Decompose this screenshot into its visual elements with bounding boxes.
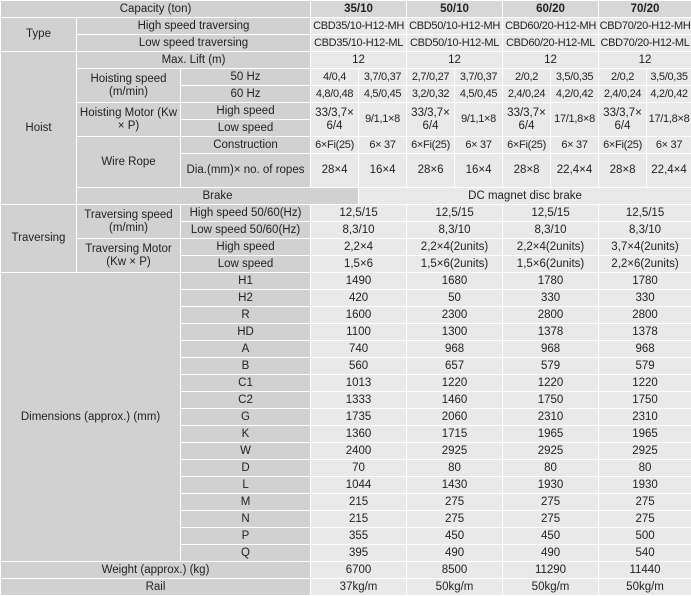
hoist-label: Hoist — [1, 52, 77, 205]
trav-speed-high-value: 12,5/15 — [599, 205, 691, 222]
type-high-value: CBD70/20-H12-MH — [599, 18, 691, 35]
max-lift-value: 12 — [503, 52, 599, 69]
dimension-value: 1430 — [407, 477, 503, 494]
dimension-value: 2310 — [503, 409, 599, 426]
dimension-value: 1490 — [311, 273, 407, 290]
dimension-value: 1715 — [407, 426, 503, 443]
hoisting-speed-label: Hoisting speed (m/min) — [77, 69, 181, 103]
dimension-value: 1360 — [311, 426, 407, 443]
dimension-name: R — [181, 307, 311, 324]
dimension-value: 1965 — [599, 426, 691, 443]
dimension-name: C2 — [181, 392, 311, 409]
dimension-value: 1930 — [503, 477, 599, 494]
dimension-value: 2925 — [599, 443, 691, 460]
dimension-value: 275 — [599, 511, 691, 528]
weight-label: Weight (approx.) (kg) — [1, 562, 311, 579]
trav-motor-low-value: 2,2×6(2units) — [599, 256, 691, 273]
trav-speed-high-value: 12,5/15 — [407, 205, 503, 222]
dimension-value: 275 — [407, 494, 503, 511]
rope-construction-row — [1, 137, 691, 154]
capacity-label: Capacity (ton) — [1, 1, 311, 18]
hoist-motor-high-label: High speed — [181, 103, 311, 120]
dimension-value: 1300 — [407, 324, 503, 341]
trav-speed-low-value: 8,3/10 — [311, 222, 407, 239]
weight-value: 11290 — [503, 562, 599, 579]
trav-motor-high-row — [1, 239, 691, 256]
dimension-value: 1044 — [311, 477, 407, 494]
dimensions-label: Dimensions (approx.) (mm) — [1, 273, 181, 562]
hoist-motor-value: 33/3,7× 6/4 — [407, 103, 455, 137]
hoist-50hz-value: 2,7/0,27 — [407, 69, 455, 86]
dimension-value: 450 — [407, 528, 503, 545]
dimension-name: K — [181, 426, 311, 443]
dimension-value: 1735 — [311, 409, 407, 426]
rope-construction-value: 6×Fi(25) — [599, 137, 647, 154]
hoist-motor-value: 33/3,7× 6/4 — [503, 103, 551, 137]
hoist-motor-value: 33/3,7× 6/4 — [599, 103, 647, 137]
dimension-name: N — [181, 511, 311, 528]
model-70-20: 70/20 — [599, 1, 691, 18]
type-high-value: CBD60/20-H12-MH — [503, 18, 599, 35]
dimension-name: D — [181, 460, 311, 477]
dimension-row — [1, 273, 691, 290]
type-high-row — [1, 18, 691, 35]
dimension-value: 1333 — [311, 392, 407, 409]
weight-row — [1, 562, 691, 579]
rope-construction-value: 6× 37 — [647, 137, 691, 154]
hz60-label: 60 Hz — [181, 86, 311, 103]
dimension-value: 1780 — [599, 273, 691, 290]
max-lift-row — [1, 52, 691, 69]
dimension-value: 450 — [503, 528, 599, 545]
trav-motor-low-value: 1,5×6 — [311, 256, 407, 273]
brake-label: Brake — [77, 188, 359, 205]
dimension-value: 968 — [599, 341, 691, 358]
rope-dia-value: 16×4 — [359, 154, 407, 188]
hoist-motor-value: 33/3,7× 6/4 — [311, 103, 359, 137]
rail-value: 37kg/m — [311, 579, 407, 596]
dimension-value: 275 — [599, 494, 691, 511]
dimension-name: M — [181, 494, 311, 511]
trav-motor-high-value: 3,7×4(2units) — [599, 239, 691, 256]
max-lift-value: 12 — [599, 52, 691, 69]
hz50-label: 50 Hz — [181, 69, 311, 86]
rope-dia-value: 22,4×4 — [647, 154, 691, 188]
max-lift-value: 12 — [407, 52, 503, 69]
hoist-speed-50hz-row — [1, 69, 691, 86]
traversing-motor-label: Traversing Motor (Kw × P) — [77, 239, 181, 273]
max-lift-label: Max. Lift (m) — [77, 52, 311, 69]
dimension-value: 395 — [311, 545, 407, 562]
dimension-value: 1750 — [503, 392, 599, 409]
rope-dia-value: 28×8 — [599, 154, 647, 188]
max-lift-value: 12 — [311, 52, 407, 69]
hoist-60hz-value: 4,8/0,48 — [311, 86, 359, 103]
trav-motor-high-value: 2,2×4 — [311, 239, 407, 256]
trav-motor-low-label: Low speed — [181, 256, 311, 273]
type-low-value: CBD50/10-H12-ML — [407, 35, 503, 52]
dimension-value: 1600 — [311, 307, 407, 324]
dimension-value: 1378 — [599, 324, 691, 341]
trav-motor-high-value: 2,2×4(2units) — [503, 239, 599, 256]
hoist-motor-value: 17/1,8×8 — [551, 103, 599, 137]
dimension-name: P — [181, 528, 311, 545]
dimension-name: Q — [181, 545, 311, 562]
hoist-50hz-value: 3,7/0,37 — [455, 69, 503, 86]
dimension-value: 1780 — [503, 273, 599, 290]
dimension-value: 1220 — [407, 375, 503, 392]
hoist-50hz-value: 3,5/0,35 — [551, 69, 599, 86]
hoist-50hz-value: 2/0,2 — [503, 69, 551, 86]
trav-speed-high-row — [1, 205, 691, 222]
dimension-value: 968 — [503, 341, 599, 358]
type-low-value: CBD70/20-H12-ML — [599, 35, 691, 52]
dimension-value: 2400 — [311, 443, 407, 460]
rail-label: Rail — [1, 579, 311, 596]
dimension-name: H1 — [181, 273, 311, 290]
type-label: Type — [1, 18, 77, 52]
trav-speed-high-value: 12,5/15 — [311, 205, 407, 222]
traversing-label: Traversing — [1, 205, 77, 273]
capacity-row — [1, 1, 691, 18]
dimension-value: 1965 — [503, 426, 599, 443]
trav-motor-high-value: 2,2×4(2units) — [407, 239, 503, 256]
dimension-value: 420 — [311, 290, 407, 307]
trav-speed-low-value: 8,3/10 — [599, 222, 691, 239]
brake-row — [1, 188, 691, 205]
hoisting-motor-label: Hoisting Motor (Kw × P) — [77, 103, 181, 137]
dimension-value: 80 — [407, 460, 503, 477]
hoist-motor-value: 17/1,8×8 — [647, 103, 691, 137]
dimension-value: 1460 — [407, 392, 503, 409]
hoist-50hz-value: 4/0,4 — [311, 69, 359, 86]
hoist-60hz-value: 4,5/0,45 — [359, 86, 407, 103]
dimension-name: H2 — [181, 290, 311, 307]
trav-motor-high-label: High speed — [181, 239, 311, 256]
dimension-name: C1 — [181, 375, 311, 392]
dimension-value: 275 — [407, 511, 503, 528]
dimension-value: 355 — [311, 528, 407, 545]
traversing-speed-label: Traversing speed (m/min) — [77, 205, 181, 239]
dimension-value: 968 — [407, 341, 503, 358]
trav-motor-low-value: 1,5×6(2units) — [503, 256, 599, 273]
rope-dia-value: 28×8 — [503, 154, 551, 188]
dimension-value: 1220 — [503, 375, 599, 392]
dimension-value: 490 — [503, 545, 599, 562]
rope-dia-label: Dia.(mm)× no. of ropes — [181, 154, 311, 188]
hoist-50hz-value: 2/0,2 — [599, 69, 647, 86]
dimension-value: 2310 — [599, 409, 691, 426]
dimension-value: 215 — [311, 494, 407, 511]
rail-value: 50kg/m — [407, 579, 503, 596]
trav-speed-high-value: 12,5/15 — [503, 205, 599, 222]
dimension-value: 2925 — [503, 443, 599, 460]
model-50-10: 50/10 — [407, 1, 503, 18]
weight-value: 8500 — [407, 562, 503, 579]
dimension-name: W — [181, 443, 311, 460]
dimension-value: 80 — [599, 460, 691, 477]
dimension-value: 2925 — [407, 443, 503, 460]
dimension-name: HD — [181, 324, 311, 341]
weight-value: 11440 — [599, 562, 691, 579]
dimension-value: 540 — [599, 545, 691, 562]
dimension-value: 1680 — [407, 273, 503, 290]
dimension-value: 330 — [503, 290, 599, 307]
dimension-value: 80 — [503, 460, 599, 477]
trav-motor-low-value: 1,5×6(2units) — [407, 256, 503, 273]
dimension-value: 579 — [503, 358, 599, 375]
rail-value: 50kg/m — [599, 579, 691, 596]
dimension-value: 2800 — [503, 307, 599, 324]
hoist-50hz-value: 3,5/0,35 — [647, 69, 691, 86]
hoist-60hz-value: 4,5/0,45 — [455, 86, 503, 103]
rope-dia-value: 16×4 — [455, 154, 503, 188]
dimension-value: 1100 — [311, 324, 407, 341]
dimension-value: 1378 — [503, 324, 599, 341]
rope-construction-value: 6× 37 — [359, 137, 407, 154]
dimension-name: G — [181, 409, 311, 426]
hoist-60hz-value: 2,4/0,24 — [599, 86, 647, 103]
trav-speed-low-value: 8,3/10 — [503, 222, 599, 239]
dimension-value: 1750 — [599, 392, 691, 409]
rail-row — [1, 579, 691, 596]
model-35-10: 35/10 — [311, 1, 407, 18]
hoist-motor-low-label: Low speed — [181, 120, 311, 137]
dimension-name: B — [181, 358, 311, 375]
hoist-50hz-value: 3,7/0,37 — [359, 69, 407, 86]
dimension-value: 2060 — [407, 409, 503, 426]
dimension-value: 330 — [599, 290, 691, 307]
high-speed-traversing-label: High speed traversing — [77, 18, 311, 35]
trav-speed-low-value: 8,3/10 — [407, 222, 503, 239]
brake-value: DC magnet disc brake — [359, 188, 691, 205]
dimension-value: 740 — [311, 341, 407, 358]
weight-value: 6700 — [311, 562, 407, 579]
dimension-value: 1013 — [311, 375, 407, 392]
dimension-value: 1220 — [599, 375, 691, 392]
rope-dia-value: 28×4 — [311, 154, 359, 188]
hoist-60hz-value: 3,2/0,32 — [407, 86, 455, 103]
dimension-value: 50 — [407, 290, 503, 307]
rope-construction-value: 6×Fi(25) — [503, 137, 551, 154]
dimension-value: 2300 — [407, 307, 503, 324]
type-high-value: CBD50/10-H12-MH — [407, 18, 503, 35]
trav-low-speed-label: Low speed 50/60(Hz) — [181, 222, 311, 239]
dimension-name: L — [181, 477, 311, 494]
dimension-value: 500 — [599, 528, 691, 545]
dimension-value: 490 — [407, 545, 503, 562]
rope-dia-value: 28×6 — [407, 154, 455, 188]
rope-construction-value: 6×Fi(25) — [311, 137, 359, 154]
dimension-value: 70 — [311, 460, 407, 477]
dimension-value: 2800 — [599, 307, 691, 324]
hoist-motor-value: 9/1,1×8 — [455, 103, 503, 137]
construction-label: Construction — [181, 137, 311, 154]
hoist-60hz-value: 2,4/0,24 — [503, 86, 551, 103]
rope-construction-value: 6× 37 — [455, 137, 503, 154]
wire-rope-label: Wire Rope — [77, 137, 181, 188]
dimension-value: 560 — [311, 358, 407, 375]
dimension-value: 275 — [503, 511, 599, 528]
hoist-60hz-value: 4,2/0,42 — [647, 86, 691, 103]
rail-value: 50kg/m — [503, 579, 599, 596]
type-low-value: CBD35/10-H12-ML — [311, 35, 407, 52]
low-speed-traversing-label: Low speed traversing — [77, 35, 311, 52]
hoist-60hz-value: 4,2/0,42 — [551, 86, 599, 103]
rope-construction-value: 6×Fi(25) — [407, 137, 455, 154]
dimension-name: A — [181, 341, 311, 358]
rope-dia-value: 22,4×4 — [551, 154, 599, 188]
dimension-value: 579 — [599, 358, 691, 375]
type-low-row — [1, 35, 691, 52]
trav-high-speed-label: High speed 50/60(Hz) — [181, 205, 311, 222]
dimension-value: 1930 — [599, 477, 691, 494]
dimension-value: 657 — [407, 358, 503, 375]
type-low-value: CBD60/20-H12-ML — [503, 35, 599, 52]
model-60-20: 60/20 — [503, 1, 599, 18]
hoist-motor-value: 9/1,1×8 — [359, 103, 407, 137]
hoist-motor-high-row — [1, 103, 691, 120]
dimension-value: 215 — [311, 511, 407, 528]
rope-construction-value: 6× 37 — [551, 137, 599, 154]
type-high-value: CBD35/10-H12-MH — [311, 18, 407, 35]
dimension-value: 275 — [503, 494, 599, 511]
